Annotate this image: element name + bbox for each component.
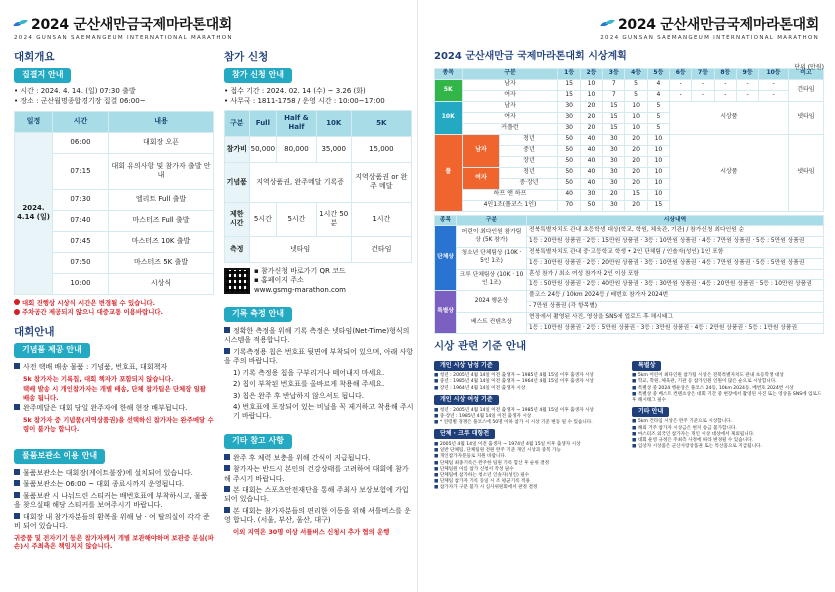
criteria-left [434, 358, 626, 492]
award-prize-note: 시상품 [670, 101, 789, 134]
award-value: 30 [558, 101, 580, 112]
award-value: 10 [580, 90, 602, 101]
group-item-desc: 풀코스 24등 / 10km 2024등 / 배번호 참가자 2024번 [527, 291, 824, 302]
group-award-table [434, 215, 824, 335]
brand-right [600, 14, 819, 41]
registration-header: 10K [316, 110, 351, 136]
schedule-header: 시간 [53, 111, 109, 132]
award-value: 15 [647, 200, 669, 211]
award-value: - [692, 90, 714, 101]
award-value: - [759, 90, 788, 101]
list-item: ■ 학교, 학원, 체육관, 기관 등 참가인원 인원이 많은 순으로 시상합니다. [632, 379, 824, 385]
award-value: 30 [558, 123, 580, 134]
group-item-desc: 전북특별자치도 관내 초등학생 대상(학교, 학원, 체육관, 기관) / 참가신청 최다인원 순 [527, 226, 824, 237]
group-item-prize: 1등 : 20만원 상품권 · 2등 : 15만원 상품권 · 3등 : 10만원 상품권 · 4등 : 7만원 상품권 · 5등 : 5만원 상품권 [527, 237, 824, 248]
table-row [435, 226, 824, 237]
award-value: 10 [647, 167, 669, 178]
award-value: 40 [580, 167, 602, 178]
schedule-time: 07:40 [53, 210, 109, 231]
award-category: 장년 [500, 156, 558, 167]
award-value: 50 [558, 156, 580, 167]
schedule-content: 엘리트 Full 출발 [109, 189, 214, 210]
list-item: ■ 마스터즈 외국인 참가자는 개인 시상 대상에서 제외됩니다. [632, 432, 824, 438]
limit-label: 제한 시간 [225, 202, 250, 236]
list-item: ■ 2005년 4월 14일 이전 출생자 ~ 1974년 4월 15일 이후 출생자 시상 [434, 442, 626, 448]
award-value: 5 [647, 112, 669, 123]
schedule-time: 07:30 [53, 189, 109, 210]
award-header: 종목 [435, 68, 463, 79]
award-value: - [759, 79, 788, 90]
table-row [15, 132, 214, 153]
sex-female: 여자 [462, 167, 500, 189]
schedule-content: 시상식 [109, 273, 214, 294]
award-value: 10 [647, 134, 669, 145]
award-remark: 건타임 [788, 79, 823, 101]
award-header: 8등 [714, 68, 736, 79]
table-row [225, 202, 412, 236]
alert-icon [14, 299, 20, 305]
qr-code-icon[interactable] [224, 268, 250, 294]
award-value: 20 [580, 123, 602, 134]
award-value: - [692, 79, 714, 90]
list-item: ■ 장년 : 1964년 4월 14일 이전 출생자 시상 [434, 386, 626, 392]
group-label: 특별상 [435, 291, 457, 334]
registration-header: Half & Half [277, 110, 317, 136]
award-value: 30 [603, 134, 625, 145]
list-item: ■ 중·장년 : 1985년 4월 14일 이전 출생자 시상 [434, 414, 626, 420]
timing-pill: 기록 측정 안내 [224, 307, 292, 322]
storage-note: 귀중품 및 전자기기 등은 참가자께서 개별 보관해야하며 보관중 분실(파손)시 주최측은 책임지지 않습니다. [14, 533, 214, 551]
award-category: 4인1조(풀코스 1인) [462, 200, 558, 211]
schedule-header: 내용 [109, 111, 214, 132]
check-icon [224, 507, 230, 513]
award-remark: 넷타임 [788, 101, 823, 134]
list-item: ■ 특별상 중 2024 행운상은 풀코스 24등, 10km 2024등, 배번호 2024번 시상 [632, 386, 824, 392]
plan-title: 2024 군산새만금 국제마라톤대회 시상계획 [434, 51, 627, 62]
table-row [435, 291, 824, 302]
criteria-heading: 시상 관련 기준 안내 [434, 340, 527, 353]
list-item: 2) 칩이 부착된 번호표를 올바르게 착용해 주세요. [233, 380, 385, 389]
award-header: 3등 [603, 68, 625, 79]
list-item: 4) 번호표에 포장되어 있는 비닐을 꼭 제거하고 착용해 주시기 바랍니다. [233, 403, 414, 421]
group-award-header: 구분 [457, 215, 527, 226]
table-row [435, 312, 824, 323]
group-item-desc: 전북특별자치도 관내 중·고등학교 학생 • 2인 단체팀 / 인솔자(성인) 1인 포함 [527, 247, 824, 258]
group-item-name: 2024 행운상 [457, 291, 527, 313]
group-item-desc: 현장에서 촬영된 사진, 영상을 SNS에 업로드 후 해시태그 [527, 312, 824, 323]
registration-column [224, 50, 414, 538]
schedule-content: 대회 유의사항 및 참가자 출발 안내 [109, 153, 214, 189]
criteria-grid [434, 358, 824, 492]
award-value: - [670, 79, 692, 90]
award-value: 15 [558, 90, 580, 101]
page-divider [417, 0, 418, 592]
registration-office: • 사무국 : 1811-1758 / 운영 시간 : 10:00~17:00 [224, 97, 385, 106]
award-value: 20 [603, 189, 625, 200]
event-full: 풀 [435, 134, 463, 211]
list-item: 정확한 측정을 위해 기록 측정은 넷타임(Net-Time)형식의 시스템을 적용합니다. [224, 326, 410, 345]
measure-value: 넷타임 [249, 236, 351, 262]
fee-value: 35,000 [316, 136, 351, 162]
award-value: 10 [647, 189, 669, 200]
measure-value-5k: 건타임 [351, 236, 411, 262]
list-item: ■ 청년 : 2005년 4월 14일 이전 출생자 ~ 1985년 4월 15일 이후 출생자 시상 [434, 373, 626, 379]
schedule-table [14, 111, 214, 295]
award-value: 30 [603, 200, 625, 211]
schedule-time: 07:15 [53, 153, 109, 189]
schedule-day: 2024. 4.14 (일) [15, 132, 53, 294]
check-icon [224, 348, 230, 354]
table-row [435, 101, 824, 112]
criteria-tag: 단체 · 크루 대항전 [434, 429, 495, 439]
schedule-content: 대회장 오픈 [109, 132, 214, 153]
award-category: 여자 [462, 112, 558, 123]
registration-header: Full [249, 110, 277, 136]
check-icon [14, 480, 20, 486]
etc-pill: 기타 참고 사항 [224, 434, 292, 449]
award-value: 20 [625, 200, 647, 211]
criteria-tag: 특별상 [632, 361, 661, 371]
list-item: 기록측정용 칩은 번호표 뒷면에 부착되어 있으며, 아래 사항을 주의 바랍니다. [224, 347, 414, 366]
table-row [225, 162, 412, 202]
limit-value: 1시간 50분 [316, 202, 351, 236]
qr-section [224, 267, 414, 295]
table-row [435, 269, 824, 280]
group-award-header: 시상내역 [527, 215, 824, 226]
criteria-tag: 개인 시상 여성 기준 [434, 395, 499, 405]
award-value: 15 [558, 79, 580, 90]
list-item: 1) 기록 측정용 칩을 구부리거나 떼어내지 마세요. [233, 368, 385, 377]
registration-heading: 참가 신청 [224, 51, 269, 63]
list-item: 본 대회는 스포츠안전재단을 통해 주최사 보상보험에 가입되어 있습니다. [224, 486, 409, 504]
event-time: • 시간 : 2024. 4. 14. (일) 07:30 출발 [14, 86, 136, 95]
event-5k: 5K [435, 79, 463, 101]
list-item: ■ 해외 거주 참가자 시상금은 현지 송금 불가합니다. [632, 426, 824, 432]
schedule-time: 07:50 [53, 252, 109, 273]
award-category: 청년 [500, 167, 558, 178]
award-value: 5 [625, 90, 647, 101]
award-category: 중·장년 [500, 178, 558, 189]
group-label: 단체상 [435, 226, 457, 291]
list-item: 완주 후 체력 보충을 위해 간식이 지급됩니다. [224, 454, 414, 463]
award-value: 15 [625, 189, 647, 200]
fee-label: 참가비 [225, 136, 250, 162]
list-item: 대회장 내 참가자분들의 환복을 위해 남 · 여 탈의실이 각각 준비 되어 있습니다. [14, 512, 210, 531]
gift-value: 지역상품권, 완주메달 기록증 [249, 162, 351, 202]
brand-title: 2024 군산새만금국제마라톤대회 [600, 14, 819, 34]
award-value: 20 [625, 145, 647, 156]
list-item: ■ 5km 어린이 최다인원 참가팀 시상은 전북특별자치도 관내 초등학생 대상 [632, 373, 824, 379]
criteria-tag: 개인 시상 남성 기준 [434, 361, 499, 371]
award-category: 여자 [462, 90, 558, 101]
award-category: 남자 [462, 101, 558, 112]
fee-value: 50,000 [249, 136, 277, 162]
schedule-time: 06:00 [53, 132, 109, 153]
list-item: 물품보관소는 06:00 ~ 대회 종료시까지 운영됩니다. [14, 480, 214, 489]
award-value: 10 [647, 145, 669, 156]
award-value: 70 [558, 200, 580, 211]
souvenir-pill: 기념품 제공 안내 [14, 343, 90, 358]
criteria-tag: 기타 안내 [632, 407, 669, 417]
award-header: 구분 [462, 68, 558, 79]
group-item-name: 베스트 컨텐츠상 [457, 312, 527, 334]
list-item: ■ 단체팀에 참가하는 청소년 인솔자(성인) 필수 [434, 473, 626, 479]
award-value: 30 [603, 167, 625, 178]
registration-header: 구분 [225, 110, 250, 136]
award-remark: 넷타임 [788, 134, 823, 211]
list-item: ■ 특별상 중 베스트 컨텐츠상은 대회 기간 중 현장에서 촬영된 사진 또는 영상을 SNS에 업로드 후 해시태그 필수 [632, 392, 824, 403]
table-row [225, 136, 412, 162]
table-row [435, 247, 824, 258]
list-item: ■ 중년 : 1985년 4월 14일 이전 출생자 ~ 1964년 4월 15일 이후 출생자 시상 [434, 379, 626, 385]
award-header: 2등 [580, 68, 602, 79]
award-value: 20 [580, 101, 602, 112]
registration-period: • 접수 기간 : 2024. 02. 14 (수) ~ 3.26 (화) [224, 86, 366, 95]
table-row [435, 134, 824, 145]
limit-value: 1시간 [351, 202, 411, 236]
group-item-name: 크루 단체팀상 (10K · 10인 1조) [457, 269, 527, 291]
check-icon [14, 492, 20, 498]
table-row [435, 90, 824, 101]
check-icon [224, 454, 230, 460]
check-icon [224, 327, 230, 333]
group-item-prize: 1등 : 10만원 상품권 · 2등 : 5만원 상품권 · 3등 : 3만원 상품권 · 4등 : 2만원 상품권 · 5등 : 1만원 상품권 [527, 323, 824, 334]
award-value: 5 [625, 79, 647, 90]
award-value: 20 [580, 112, 602, 123]
award-value: 20 [625, 134, 647, 145]
check-icon [14, 513, 20, 519]
fee-value: 15,000 [351, 136, 411, 162]
sex-male: 남자 [462, 134, 500, 167]
list-item: ■ 대회 운영 규정은 주최측 사정에 따라 변경될 수 있습니다. [632, 438, 824, 444]
list-item: ■ 단체팀 최종기록은 완주한 팀원 기록 합산 후 순위 결정 [434, 461, 626, 467]
group-item-name: 어린이 최다인원 참가팀상 (5K 참가) [457, 226, 527, 248]
list-item: ■ 개인참가자분들로 지원 바랍니다. [434, 454, 626, 460]
award-value: 4 [647, 90, 669, 101]
overview-heading: 대회개요 [14, 51, 55, 63]
award-value: 10 [647, 178, 669, 189]
award-header: 6등 [670, 68, 692, 79]
gathering-pill: 집결지 안내 [14, 68, 71, 83]
award-column [434, 50, 824, 492]
table-row [435, 79, 824, 90]
list-item: ■ 5km 건타임 시상은 완주 기준으로 시상합니다. [632, 419, 824, 425]
award-value: - [736, 90, 758, 101]
measure-label: 측정 [225, 236, 250, 262]
list-item: ■ 일반 단체팀, 단체팀원 전원 완주 기준 개인 시상과 중복 가능 [434, 448, 626, 454]
check-icon [224, 486, 230, 492]
check-icon [14, 363, 20, 369]
list-item: ■ 단체팀원 이름 참가 신청서 작성 필수 [434, 467, 626, 473]
criteria-right [632, 358, 824, 492]
registration-header: 5K [351, 110, 411, 136]
award-category: 하프 앤 하프 [462, 189, 558, 200]
schedule-content: 마스터즈 5K 출발 [109, 252, 214, 273]
marathon-logo-icon [14, 19, 27, 29]
registration-table [224, 110, 412, 263]
award-value: 50 [580, 200, 602, 211]
home-url[interactable]: www.gsmg-marathon.com [254, 285, 346, 294]
list-item: ■ 참가자가 구분 불가 시 심사위원회에서 판정 결정 [434, 485, 626, 491]
guide-subnote: 5k 참가자는 기록칩, 대회 책자가 포함되지 않습니다. [23, 374, 174, 383]
award-header: 9등 [736, 68, 758, 79]
award-header: 10등 [759, 68, 788, 79]
group-item-name: 청소년 단체팀상 (10K · 5인 1조) [457, 247, 527, 269]
award-value: 50 [558, 145, 580, 156]
group-award-header: 종목 [435, 215, 457, 226]
guide-subnote: 택배 발송 시 개인참가자는 개별 배송, 단체 참가팀은 단체장 일괄 배송 됩니다. [23, 385, 206, 402]
brand-title: 2024 군산새만금국제마라톤대회 [14, 14, 233, 34]
gift-label: 기념품 [225, 162, 250, 202]
brand-left [14, 14, 233, 41]
award-value: - [670, 90, 692, 101]
check-icon [14, 469, 20, 475]
award-header: 4등 [625, 68, 647, 79]
award-value: 10 [580, 79, 602, 90]
award-value: 10 [647, 156, 669, 167]
award-value: 5 [647, 123, 669, 134]
etc-note: 이외 지역은 30명 이상 셔틀버스 신청시 추가 협의 운행 [233, 527, 390, 536]
limit-value: 5시간 [249, 202, 277, 236]
award-value: 40 [580, 156, 602, 167]
award-value: 4 [647, 79, 669, 90]
schedule-content: 마스터즈 Full 출발 [109, 210, 214, 231]
award-value: 30 [580, 189, 602, 200]
schedule-content: 마스터즈 10K 출발 [109, 231, 214, 252]
award-value: 7 [603, 90, 625, 101]
check-icon [224, 465, 230, 471]
award-header: 5등 [647, 68, 669, 79]
award-value: 15 [603, 123, 625, 134]
marathon-logo-icon [601, 19, 614, 29]
group-item-prize: 1등 : 50만원 상품권 · 2등 : 40만원 상품권 · 3등 : 30만원 상품권 · 4등 : 20만원 상품권 · 5등 : 10만원 상품권 [527, 280, 824, 291]
group-item-prize: - 7만원 상품권 (각 항목별) [527, 302, 824, 313]
alert-icon [14, 309, 20, 315]
event-10k: 10K [435, 101, 463, 134]
award-value: 30 [603, 178, 625, 189]
award-category: 커플런 [462, 123, 558, 134]
award-prize-note: 시상품 [670, 134, 789, 211]
award-header: 7등 [692, 68, 714, 79]
list-item: ■ 청년 : 2005년 4월 14일 이전 출생자 ~ 1985년 4월 15일 이후 출생자 시상 [434, 408, 626, 414]
parking-note: 주차공간 제공되지 않으니 대중교통 이용바랍니다. [14, 308, 214, 317]
award-value: 20 [625, 156, 647, 167]
award-value: 10 [625, 101, 647, 112]
award-value: - [736, 79, 758, 90]
award-value: 30 [558, 112, 580, 123]
limit-value: 5시간 [277, 202, 317, 236]
gift-value-5k: 지역상품권 or 완주 메달 [351, 162, 411, 202]
check-icon [14, 404, 20, 410]
award-value: 40 [558, 189, 580, 200]
award-value: 50 [558, 178, 580, 189]
list-item: 3) 칩은 완주 후 반납하지 않으셔도 됩니다. [233, 391, 364, 400]
brand-subtitle: 2024 GUNSAN SAEMANGEUM INTERNATIONAL MARATHON [600, 35, 819, 41]
award-value: 40 [580, 134, 602, 145]
qr-text: ▪ 참가신청 바로가기 QR 코드 [254, 266, 346, 275]
brand-subtitle: 2024 GUNSAN SAEMANGEUM INTERNATIONAL MARATHON [14, 35, 233, 41]
list-item: 물품보관소는 대회장(게이트불장)에 설치되어 있습니다. [14, 469, 214, 478]
guide-heading: 대회안내 [14, 326, 55, 339]
home-label: ▪ 홈페이지 주소 [254, 276, 304, 285]
award-value: 15 [603, 112, 625, 123]
award-value: 40 [580, 178, 602, 189]
award-value: 7 [603, 79, 625, 90]
list-item: 참가자는 반드시 본인의 건강상태를 고려하여 대회에 참가해 주시기 바랍니다. [224, 465, 409, 483]
award-value: 20 [625, 167, 647, 178]
award-value: 50 [558, 134, 580, 145]
list-item: ■ 입상자 시상품은 군산사랑상품권 또는 특산품으로 지급됩니다. [632, 444, 824, 450]
award-value: 40 [580, 145, 602, 156]
award-value: 15 [603, 101, 625, 112]
schedule-time: 10:00 [53, 273, 109, 294]
schedule-time: 07:45 [53, 231, 109, 252]
award-value: 50 [558, 167, 580, 178]
group-item-desc: 혼성 참가 / 최소 여성 참가자 2인 이상 포함 [527, 269, 824, 280]
storage-pill: 물품보관소 이용 안내 [14, 449, 105, 464]
overview-column [14, 50, 214, 553]
award-table [434, 68, 824, 212]
award-value: 10 [625, 123, 647, 134]
list-item: 본 대회는 참가자분들의 편리한 이동을 위해 셔틀버스를 운영 합니다. (서울, 부산, 울산, 대구) [224, 506, 411, 525]
plan-unit: 단위 (만원) [794, 64, 824, 71]
award-value: 30 [603, 145, 625, 156]
award-header: 1등 [558, 68, 580, 79]
registration-pill: 참가 신청 안내 [224, 68, 292, 83]
award-header: 비고 [788, 68, 823, 79]
award-value: 5 [647, 101, 669, 112]
list-item: 사전 택배 배송 물품 : 기념품, 번호표, 대회책자 [14, 363, 214, 372]
award-value: - [714, 79, 736, 90]
award-category: 남자 [462, 79, 558, 90]
award-category: 청년 [500, 134, 558, 145]
award-category: 중년 [500, 145, 558, 156]
list-item: 물품보관 시 나눠드린 스티커는 배번호표에 부착하시고, 물품을 찾으실때 해당 스티커를 보여주시기 바랍니다. [14, 491, 208, 510]
award-value: 10 [625, 112, 647, 123]
table-row [225, 236, 412, 262]
list-item: ■ 단체팀 참가자 기록 동일 시 조 평균기록 적용 [434, 479, 626, 485]
fee-value: 80,000 [277, 136, 317, 162]
event-place: • 장소 : 군산월명종합경기장 집결 06:00~ [14, 97, 146, 106]
list-item: ■ * 연령별 경쟁은 풀코스에 50명 이하 참가 시 시상 기준 변동 될 수 있습니다. [434, 420, 626, 426]
award-value: 30 [603, 156, 625, 167]
award-value: - [714, 90, 736, 101]
group-item-prize: 1등 : 30만원 상품권 · 2등 : 20만원 상품권 · 3등 : 10만원 상품권 · 4등 : 7만원 상품권 · 5등 : 5만원 상품권 [527, 258, 824, 269]
guide-subnote: 5k 참가자 중 기념품(지역상품권)을 선택하신 참가자는 완주메달 수령이 불가능 합니다. [23, 415, 214, 433]
award-value: 20 [625, 178, 647, 189]
list-item: 완주메달은 대회 당일 완주자에 한해 현장 배부됩니다. [14, 404, 214, 413]
schedule-note: 대회 진행상 시상식 시간은 변경될 수 있습니다. [14, 299, 214, 308]
schedule-header: 일정 [15, 111, 53, 132]
